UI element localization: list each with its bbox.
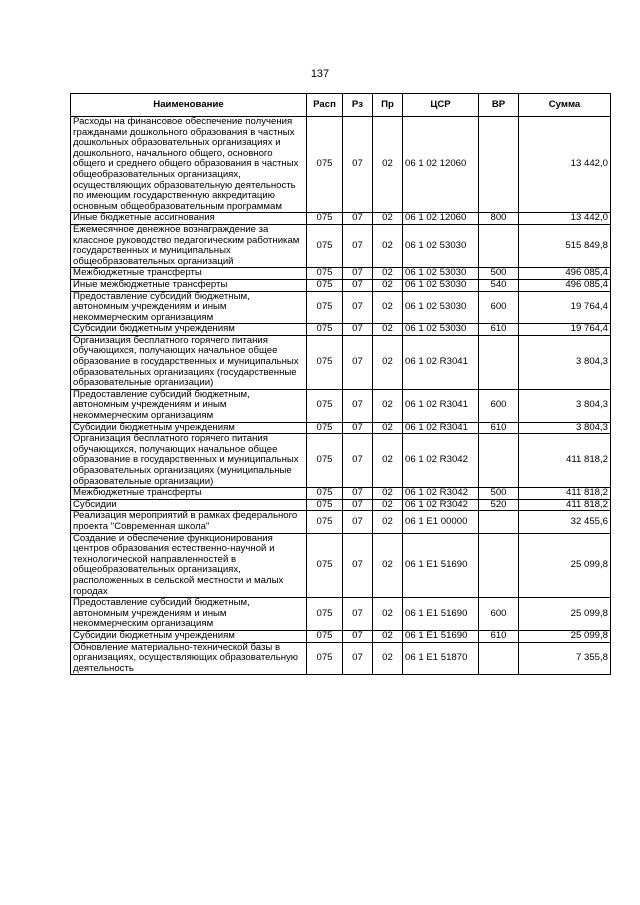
cell-vr — [479, 117, 519, 213]
table-row — [71, 642, 611, 675]
cell-rasp: 075 — [307, 117, 343, 213]
cell-rz: 07 — [343, 422, 373, 434]
table-row — [71, 533, 611, 598]
cell-name: Иные бюджетные ассигнования — [71, 213, 307, 225]
cell-sum: 25 099,8 — [519, 598, 611, 631]
cell-rasp: 075 — [307, 291, 343, 324]
cell-pr: 02 — [373, 533, 403, 598]
cell-rasp: 075 — [307, 630, 343, 642]
cell-vr — [479, 533, 519, 598]
cell-vr: 610 — [479, 324, 519, 336]
cell-name: Реализация мероприятий в рамках федерального проекта "Современная школа" — [71, 511, 307, 533]
cell-pr: 02 — [373, 598, 403, 631]
table-row — [71, 598, 611, 631]
cell-name: Предоставление субсидий бюджетным, автономным учреждениям и иным некоммерческим организациям — [71, 291, 307, 324]
cell-csr: 06 1 02 53030 — [403, 268, 479, 280]
cell-sum: 32 455,6 — [519, 511, 611, 533]
table-row — [71, 389, 611, 422]
cell-pr: 02 — [373, 117, 403, 213]
cell-name: Субсидии бюджетным учреждениям — [71, 422, 307, 434]
cell-rz: 07 — [343, 642, 373, 675]
table-row — [71, 488, 611, 500]
cell-csr: 06 1 02 53030 — [403, 324, 479, 336]
cell-rasp: 075 — [307, 533, 343, 598]
table-row — [71, 279, 611, 291]
cell-name: Субсидии бюджетным учреждениям — [71, 630, 307, 642]
cell-rasp: 075 — [307, 598, 343, 631]
cell-rasp: 075 — [307, 642, 343, 675]
cell-sum: 496 085,4 — [519, 268, 611, 280]
cell-sum: 496 085,4 — [519, 279, 611, 291]
cell-csr: 06 1 02 12060 — [403, 213, 479, 225]
table-row — [71, 499, 611, 511]
cell-sum: 25 099,8 — [519, 630, 611, 642]
cell-rz: 07 — [343, 630, 373, 642]
cell-rasp: 075 — [307, 488, 343, 500]
cell-pr: 02 — [373, 324, 403, 336]
cell-rz: 07 — [343, 213, 373, 225]
cell-rz: 07 — [343, 511, 373, 533]
cell-pr: 02 — [373, 499, 403, 511]
cell-pr: 02 — [373, 279, 403, 291]
header-sum: Сумма — [519, 94, 611, 117]
cell-vr: 800 — [479, 213, 519, 225]
header-rz: Рз — [343, 94, 373, 117]
cell-rz: 07 — [343, 224, 373, 267]
table-row — [71, 224, 611, 267]
cell-vr — [479, 511, 519, 533]
cell-rz: 07 — [343, 324, 373, 336]
cell-rz: 07 — [343, 335, 373, 389]
cell-name: Предоставление субсидий бюджетным, автономным учреждениям и иным некоммерческим организациям — [71, 598, 307, 631]
cell-csr: 06 1 02 R3041 — [403, 335, 479, 389]
header-vr: ВР — [479, 94, 519, 117]
cell-rz: 07 — [343, 434, 373, 488]
cell-vr: 600 — [479, 389, 519, 422]
cell-name: Субсидии бюджетным учреждениям — [71, 324, 307, 336]
cell-sum: 3 804,3 — [519, 389, 611, 422]
cell-rz: 07 — [343, 117, 373, 213]
cell-pr: 02 — [373, 434, 403, 488]
cell-sum: 19 764,4 — [519, 291, 611, 324]
cell-rasp: 075 — [307, 434, 343, 488]
cell-name: Организация бесплатного горячего питания обучающихся, получающих начальное общее образование в государственных и муниципальных образовательных организациях (муниципальные образовательные организации) — [71, 434, 307, 488]
table-row — [71, 268, 611, 280]
table-body — [71, 117, 611, 675]
cell-sum: 3 804,3 — [519, 422, 611, 434]
cell-name: Ежемесячное денежное вознаграждение за классное руководство педагогическим работникам государственных и муниципальных общеобразовательных организаций — [71, 224, 307, 267]
cell-pr: 02 — [373, 213, 403, 225]
cell-rz: 07 — [343, 291, 373, 324]
cell-rasp: 075 — [307, 335, 343, 389]
table-row — [71, 434, 611, 488]
cell-csr: 06 1 02 R3042 — [403, 499, 479, 511]
table-row — [71, 335, 611, 389]
cell-csr: 06 1 E1 51690 — [403, 533, 479, 598]
cell-vr: 600 — [479, 291, 519, 324]
cell-vr — [479, 224, 519, 267]
cell-sum: 13 442,0 — [519, 213, 611, 225]
cell-csr: 06 1 E1 00000 — [403, 511, 479, 533]
cell-sum: 25 099,8 — [519, 533, 611, 598]
header-pr: Пр — [373, 94, 403, 117]
cell-rz: 07 — [343, 598, 373, 631]
cell-pr: 02 — [373, 642, 403, 675]
cell-sum: 515 849,8 — [519, 224, 611, 267]
header-name: Наименование — [71, 94, 307, 117]
table-row — [71, 291, 611, 324]
cell-name: Межбюджетные трансферты — [71, 268, 307, 280]
table-row — [71, 213, 611, 225]
page-number: 137 — [310, 68, 330, 80]
cell-vr: 610 — [479, 422, 519, 434]
cell-csr: 06 1 02 R3042 — [403, 488, 479, 500]
cell-pr: 02 — [373, 335, 403, 389]
table-row — [71, 511, 611, 533]
cell-sum: 411 818,2 — [519, 499, 611, 511]
cell-rz: 07 — [343, 279, 373, 291]
cell-pr: 02 — [373, 630, 403, 642]
cell-name: Иные межбюджетные трансферты — [71, 279, 307, 291]
cell-vr: 520 — [479, 499, 519, 511]
table-header-row — [71, 94, 611, 117]
cell-pr: 02 — [373, 291, 403, 324]
cell-name: Межбюджетные трансферты — [71, 488, 307, 500]
cell-csr: 06 1 02 53030 — [403, 291, 479, 324]
cell-sum: 7 355,8 — [519, 642, 611, 675]
cell-rz: 07 — [343, 533, 373, 598]
cell-csr: 06 1 E1 51690 — [403, 598, 479, 631]
cell-vr: 500 — [479, 268, 519, 280]
cell-sum: 19 764,4 — [519, 324, 611, 336]
cell-pr: 02 — [373, 224, 403, 267]
cell-sum: 411 818,2 — [519, 434, 611, 488]
cell-rasp: 075 — [307, 499, 343, 511]
cell-vr — [479, 434, 519, 488]
cell-pr: 02 — [373, 268, 403, 280]
cell-name: Обновление материально-технической базы в организациях, осуществляющих образовательную деятельность — [71, 642, 307, 675]
header-csr: ЦСР — [403, 94, 479, 117]
table-row — [71, 117, 611, 213]
header-rasp: Расп — [307, 94, 343, 117]
cell-rz: 07 — [343, 499, 373, 511]
table-row — [71, 324, 611, 336]
cell-name: Субсидии — [71, 499, 307, 511]
cell-vr: 540 — [479, 279, 519, 291]
cell-csr: 06 1 02 R3041 — [403, 422, 479, 434]
cell-name: Расходы на финансовое обеспечение получения гражданами дошкольного образования в частных дошкольных образовательных организациях и дошкольного, начального общего, основного общего и среднего общего образования в частных общеобразовательных организациях, осуществляющих образовательную деятельность по имеющим государственную аккредитацию основным общеобразовательным программам — [71, 117, 307, 213]
cell-rasp: 075 — [307, 324, 343, 336]
budget-table — [70, 93, 611, 675]
cell-rz: 07 — [343, 268, 373, 280]
cell-csr: 06 1 E1 51870 — [403, 642, 479, 675]
table-row — [71, 422, 611, 434]
cell-vr — [479, 642, 519, 675]
cell-vr — [479, 335, 519, 389]
cell-pr: 02 — [373, 389, 403, 422]
cell-pr: 02 — [373, 488, 403, 500]
cell-vr: 600 — [479, 598, 519, 631]
cell-rasp: 075 — [307, 268, 343, 280]
cell-rasp: 075 — [307, 422, 343, 434]
cell-name: Предоставление субсидий бюджетным, автономным учреждениям и иным некоммерческим организациям — [71, 389, 307, 422]
table-row — [71, 630, 611, 642]
cell-sum: 3 804,3 — [519, 335, 611, 389]
cell-rasp: 075 — [307, 213, 343, 225]
cell-csr: 06 1 02 R3042 — [403, 434, 479, 488]
cell-rasp: 075 — [307, 511, 343, 533]
cell-sum: 411 818,2 — [519, 488, 611, 500]
cell-sum: 13 442,0 — [519, 117, 611, 213]
cell-vr: 500 — [479, 488, 519, 500]
cell-csr: 06 1 02 12060 — [403, 117, 479, 213]
cell-name: Организация бесплатного горячего питания обучающихся, получающих начальное общее образование в государственных и муниципальных образовательных организациях (государственные образовательные организации) — [71, 335, 307, 389]
cell-vr: 610 — [479, 630, 519, 642]
cell-csr: 06 1 02 R3041 — [403, 389, 479, 422]
cell-rz: 07 — [343, 488, 373, 500]
cell-rasp: 075 — [307, 389, 343, 422]
cell-rz: 07 — [343, 389, 373, 422]
cell-pr: 02 — [373, 422, 403, 434]
cell-pr: 02 — [373, 511, 403, 533]
cell-name: Создание и обеспечение функционирования центров образования естественно-научной и технологической направленностей в общеобразовательных организациях, расположенных в сельской местности и малых городах — [71, 533, 307, 598]
cell-csr: 06 1 E1 51690 — [403, 630, 479, 642]
cell-csr: 06 1 02 53030 — [403, 224, 479, 267]
cell-rasp: 075 — [307, 224, 343, 267]
cell-rasp: 075 — [307, 279, 343, 291]
cell-csr: 06 1 02 53030 — [403, 279, 479, 291]
